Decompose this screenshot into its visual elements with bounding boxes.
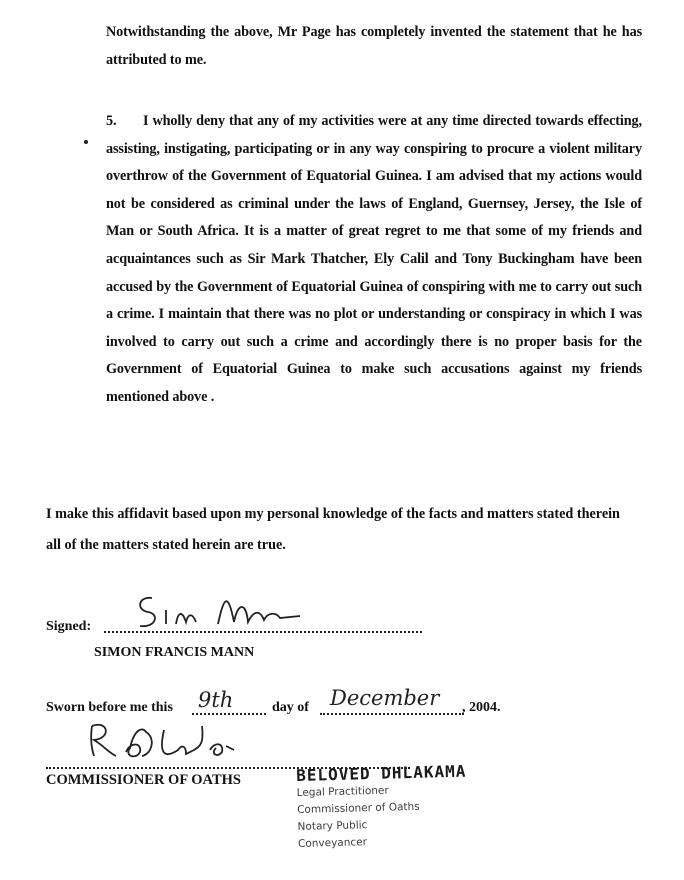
sworn-middle: day of xyxy=(272,700,309,715)
signature-line xyxy=(104,631,422,633)
sworn-month: December xyxy=(330,686,440,710)
day-blank xyxy=(192,713,266,715)
month-blank xyxy=(320,713,464,715)
stamp-line-1: Legal Practitioner xyxy=(296,784,389,799)
signer-name: SIMON FRANCIS MANN xyxy=(94,645,255,660)
commissioner-stamp xyxy=(296,762,468,853)
signed-label: Signed: xyxy=(46,619,92,634)
commissioner-signature-image xyxy=(86,716,256,766)
sworn-year: , 2004. xyxy=(462,700,501,715)
sworn-prefix: Sworn before me this xyxy=(46,700,173,715)
paragraph-5 xyxy=(106,108,642,412)
paragraph-5-text: I wholly deny that any of my activities were at any time directed towards effecting, assisting, instigating, participating or in any way conspiring to procure a violent military overthrow of the Government of Equatorial Guinea. I am advised that my actions would not be considered as criminal under the laws of England, Guernsey, Jersey, the Isle of Man or South Africa. It is a matter of great regret to me that some of my friends and acquaintances such as Sir Mark Thatcher, Ely Calil and Tony Buckingham have been accused by the Government of Equatorial Guinea of conspiring with me to carry out such a crime. I maintain that there was no plot or understanding or conspiracy in which I was involved to carry out such a crime and accordingly there is no proper basis for the Government of Equatorial Guinea to make such accusations against my friends mentioned above . xyxy=(106,113,642,405)
margin-mark xyxy=(84,140,88,144)
commissioner-label: COMMISSIONER OF OATHS xyxy=(46,772,241,788)
intro-paragraph: Notwithstanding the above, Mr Page has completely invented the statement that he has attributed to me. xyxy=(106,24,642,68)
stamp-line-3: Notary Public xyxy=(297,819,368,833)
paragraph-number: 5. xyxy=(106,113,117,129)
sworn-day: 9th xyxy=(198,688,234,712)
affidavit-statement: I make this affidavit based upon my personal knowledge of the facts and matters stated therein all of the matters stated herein are true. xyxy=(46,506,620,553)
stamp-line-4: Conveyancer xyxy=(297,836,368,850)
signature-image xyxy=(130,588,330,633)
stamp-name: BELOVED DHLAKAMA xyxy=(296,761,467,785)
stamp-line-2: Commissioner of Oaths xyxy=(296,800,420,816)
